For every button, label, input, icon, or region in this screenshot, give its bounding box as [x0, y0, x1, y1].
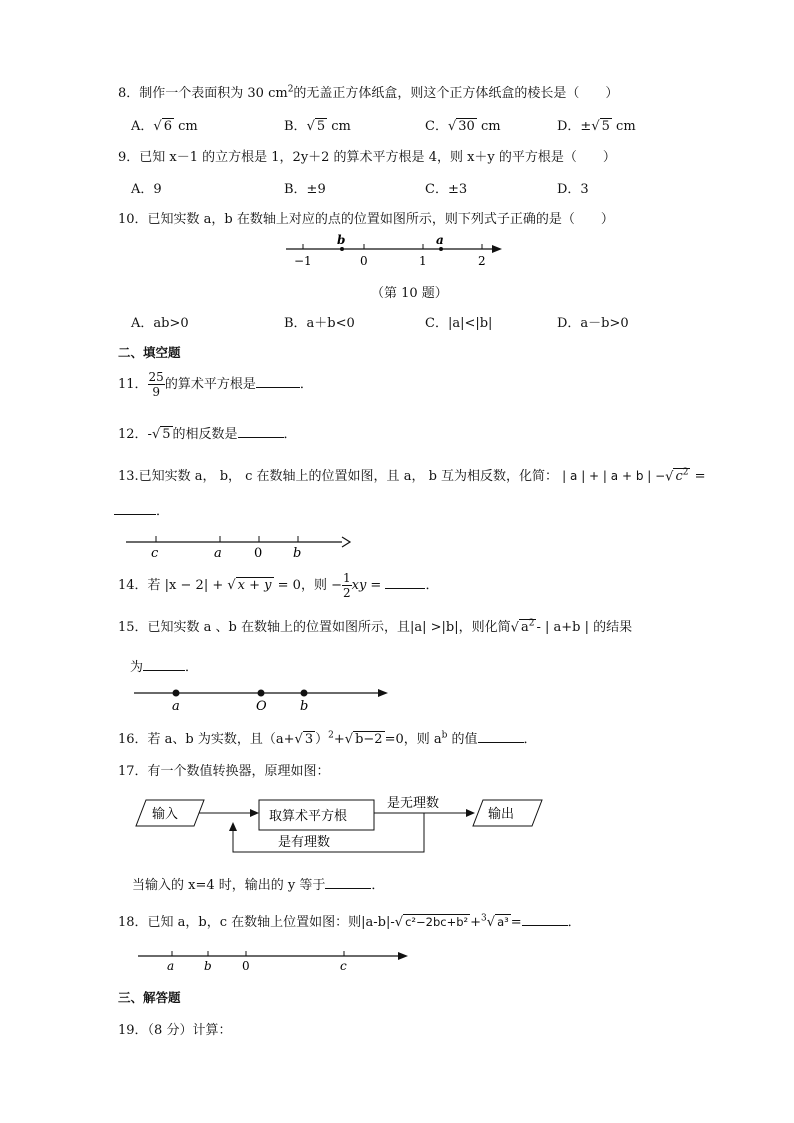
q10-option-b: B．a＋b<0 — [284, 316, 355, 331]
q17-flowchart — [132, 788, 547, 860]
q10-option-d: D．a－b>0 — [557, 316, 629, 331]
q9-option-c: C．±3 — [425, 182, 468, 197]
q14: 14．若 |x − 2| + √ x + y = 0，则 − $\frac{1}{2}$ xy = ． — [118, 571, 439, 600]
q10-caption: （第 10 题） — [371, 286, 448, 301]
q15-answer-line: 为 ． — [130, 656, 198, 675]
q16-answer-blank — [478, 729, 524, 743]
q10-tick-label: 1 — [419, 254, 427, 268]
q18-answer-blank — [522, 912, 568, 926]
q9-option-b: B．±9 — [284, 182, 326, 197]
q16: 16．若 a、b 为实数，且（a+√ 3 ）$^2$+√ b−2 =0，则 $a^b$ 的值 ． — [118, 730, 537, 747]
q15-label-b: b — [300, 699, 309, 714]
q17-input-label: 输入 — [152, 807, 179, 822]
q17-box-label: 取算术平方根 — [269, 809, 348, 824]
q8-option-d: D．±√ 5 cm — [557, 119, 636, 134]
q13-label-b: b — [293, 546, 302, 561]
q13-label-c: c — [151, 546, 159, 561]
q15-label-o: O — [256, 699, 267, 714]
q12-answer-blank — [238, 424, 284, 438]
q11-answer-blank — [256, 374, 300, 388]
q13-stem: 13.已知实数 a， b， c 在数轴上的位置如图，且 a， b 互为相反数，化简： | a | + | a + b | −√ $c^2$ = — [118, 467, 706, 484]
q13-label-a: a — [214, 546, 222, 561]
q9-option-a: A．9 — [131, 182, 162, 197]
q10-stem: 10．已知实数 a，b 在数轴上对应的点的位置如图所示，则下列式子正确的是（ ） — [118, 212, 614, 227]
q10-tick-label: 0 — [360, 254, 368, 268]
q18: 18．已知 a，b，c 在数轴上位置如图：则|a-b|-√ c²−2bc+b² +$^3$√ a³ = ． — [118, 913, 581, 930]
q18-label-a: a — [167, 959, 175, 973]
q17-answer-blank — [325, 875, 371, 889]
q15-label-a: a — [172, 699, 180, 714]
q18-number-line — [136, 946, 416, 976]
q8-option-a: A．√ 6 cm — [131, 119, 198, 134]
q10-point-a: a — [436, 233, 444, 247]
q17-stem: 17．有一个数值转换器，原理如图： — [118, 764, 330, 779]
q11: 11． $\frac{25}{9}$ 的算术平方根是 ． — [118, 370, 313, 399]
q13-answer-blank — [114, 501, 156, 515]
q19: 19．（8 分）计算： — [118, 1023, 232, 1038]
q17-rational-label: 是有理数 — [278, 835, 331, 850]
q17-question: 当输入的 x=4 时，输出的 y 等于 ． — [132, 874, 384, 893]
q13-number-line — [124, 530, 354, 562]
q9-option-d: D．3 — [557, 182, 589, 197]
q8-option-c: C．√ 30 cm — [425, 119, 501, 134]
q10-tick-label: 2 — [478, 254, 486, 268]
section-solve-title: 三、解答题 — [118, 990, 181, 1005]
q15-answer-blank — [143, 657, 185, 671]
q15-stem: 15．已知实数 a 、b 在数轴上的位置如图所示，且|a| >|b|，则化简√ $a^2$ - | a+b | 的结果 — [118, 618, 633, 635]
q10-option-c: C．|a|<|b| — [425, 316, 493, 331]
q15-number-line — [132, 682, 394, 714]
section-fill-in-title: 二、填空题 — [118, 345, 181, 360]
q9-stem: 9．已知 x－1 的立方根是 1，2y＋2 的算术平方根是 4，则 x＋y 的平方根是（ ） — [118, 150, 616, 165]
q10-tick-label: −1 — [294, 254, 312, 268]
q8-option-b: B．√ 5 cm — [284, 119, 351, 134]
q10-option-a: A．ab>0 — [131, 316, 189, 331]
q10-point-b: b — [337, 233, 346, 247]
q10-number-line — [280, 232, 510, 270]
q18-label-b: b — [204, 959, 212, 973]
q17-irrational-label: 是无理数 — [387, 796, 440, 811]
q12: 12．-√ 5 的相反数是 ． — [118, 423, 297, 442]
q13-label-0: 0 — [254, 546, 263, 561]
q13-answer-line: ． — [114, 500, 169, 519]
q17-output-label: 输出 — [488, 807, 515, 822]
q18-label-0: 0 — [242, 959, 250, 973]
q18-label-c: c — [340, 959, 347, 973]
q8-stem: 8．制作一个表面积为 30 $cm^2$的无盖正方体纸盒，则这个正方体纸盒的棱长是（ ） — [118, 84, 619, 101]
q14-answer-blank — [385, 575, 425, 589]
